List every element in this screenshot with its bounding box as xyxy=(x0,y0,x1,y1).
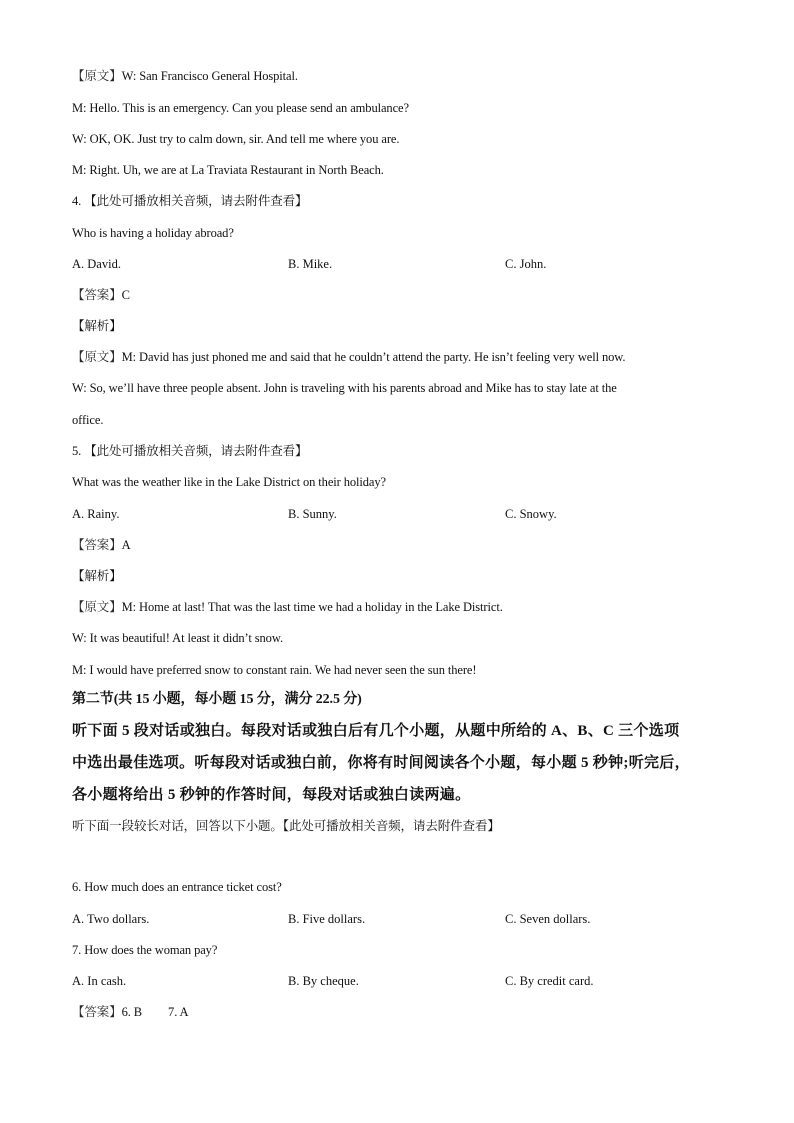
answer-tag: 【答案】 xyxy=(72,538,122,552)
q7-question: 7. How does the woman pay? xyxy=(72,943,218,957)
q7-option-c: C. By credit card. xyxy=(505,974,594,988)
q5-answer-value: A xyxy=(121,538,131,552)
section-2-instructions-1: 听下面 5 段对话或独白。每段对话或独白后有几个小题，从题中所给的 A、B、C 三个选项 xyxy=(72,723,680,739)
q5-question: What was the weather like in the Lake District on their holiday? xyxy=(72,475,386,489)
section-2-heading: 第二节(共 15 小题，每小题 15 分，满分 22.5 分) xyxy=(72,692,362,707)
dialogue-line-2: M: Hello. This is an emergency. Can you please send an ambulance? xyxy=(72,101,409,115)
q5-original-text: M: Home at last! That was the last time we had a holiday in the Lake District. xyxy=(121,600,503,614)
q5-original-3: M: I would have preferred snow to constant rain. We had never seen the sun there! xyxy=(72,663,477,677)
dialogue-line-3: W: OK, OK. Just try to calm down, sir. And tell me where you are. xyxy=(72,132,400,146)
original-text-tag: 【原文】 xyxy=(72,350,122,364)
q4-original-2: W: So, we’ll have three people absent. John is traveling with his parents abroad and Mike has to stay late at the xyxy=(72,381,617,395)
original-text-tag: 【原文】 xyxy=(72,600,122,614)
answer-6: 6. B xyxy=(121,1005,143,1019)
q5-audio-link[interactable]: 【此处可播放相关音频，请去附件查看】 xyxy=(84,444,308,458)
q4-question: Who is having a holiday abroad? xyxy=(72,226,234,240)
q5-option-b: B. Sunny. xyxy=(288,507,337,521)
dialogue-line-1 xyxy=(72,68,754,84)
q5-number: 5. xyxy=(72,444,82,458)
q4-option-b: B. Mike. xyxy=(288,257,333,271)
q4-answer xyxy=(72,287,754,303)
q5-answer xyxy=(72,537,754,553)
q5-analysis-tag: 【解析】 xyxy=(72,569,122,583)
q4-header xyxy=(72,193,754,209)
answer-7: 7. A xyxy=(168,1005,189,1019)
section-2-instructions-3: 各小题将给出 5 秒钟的作答时间，每段对话或独白读两遍。 xyxy=(72,787,471,803)
q6-question: 6. How much does an entrance ticket cost? xyxy=(72,880,282,894)
q4-audio-link[interactable]: 【此处可播放相关音频，请去附件查看】 xyxy=(84,194,308,208)
q5-original-2: W: It was beautiful! At least it didn’t snow. xyxy=(72,631,283,645)
q6-option-a: A. Two dollars. xyxy=(72,912,150,926)
q5-option-a: A. Rainy. xyxy=(72,507,120,521)
q4-option-c: C. John. xyxy=(505,257,547,271)
answers-6-7 xyxy=(72,1004,754,1020)
q5-header xyxy=(72,443,754,459)
q5-original-1 xyxy=(72,599,754,615)
q4-number: 4. xyxy=(72,194,82,208)
q4-original-1 xyxy=(72,349,754,365)
q7-option-b: B. By cheque. xyxy=(288,974,359,988)
original-text-tag: 【原文】 xyxy=(72,69,122,83)
section-2-instructions-2: 中选出最佳选项。听每段对话或独白前，你将有时间阅读各个小题，每小题 5 秒钟;听完后， xyxy=(72,755,690,771)
q6-option-b: B. Five dollars. xyxy=(288,912,366,926)
q5-option-c: C. Snowy. xyxy=(505,507,557,521)
dialogue-text: W: San Francisco General Hospital. xyxy=(121,69,298,83)
q7-option-a: A. In cash. xyxy=(72,974,127,988)
q4-analysis-tag: 【解析】 xyxy=(72,319,122,333)
q4-original-3: office. xyxy=(72,413,104,427)
dialogue-line-4: M: Right. Uh, we are at La Traviata Restaurant in North Beach. xyxy=(72,163,384,177)
q4-original-text: M: David has just phoned me and said that he couldn’t attend the party. He isn’t feeling very well now. xyxy=(121,350,626,364)
section-2-listen-prompt[interactable]: 听下面一段较长对话，回答以下小题。【此处可播放相关音频，请去附件查看】 xyxy=(72,819,500,833)
answer-tag: 【答案】 xyxy=(72,1005,122,1019)
q4-option-a: A. David. xyxy=(72,257,121,271)
answer-tag: 【答案】 xyxy=(72,288,122,302)
q6-option-c: C. Seven dollars. xyxy=(505,912,591,926)
q4-answer-value: C xyxy=(121,288,130,302)
